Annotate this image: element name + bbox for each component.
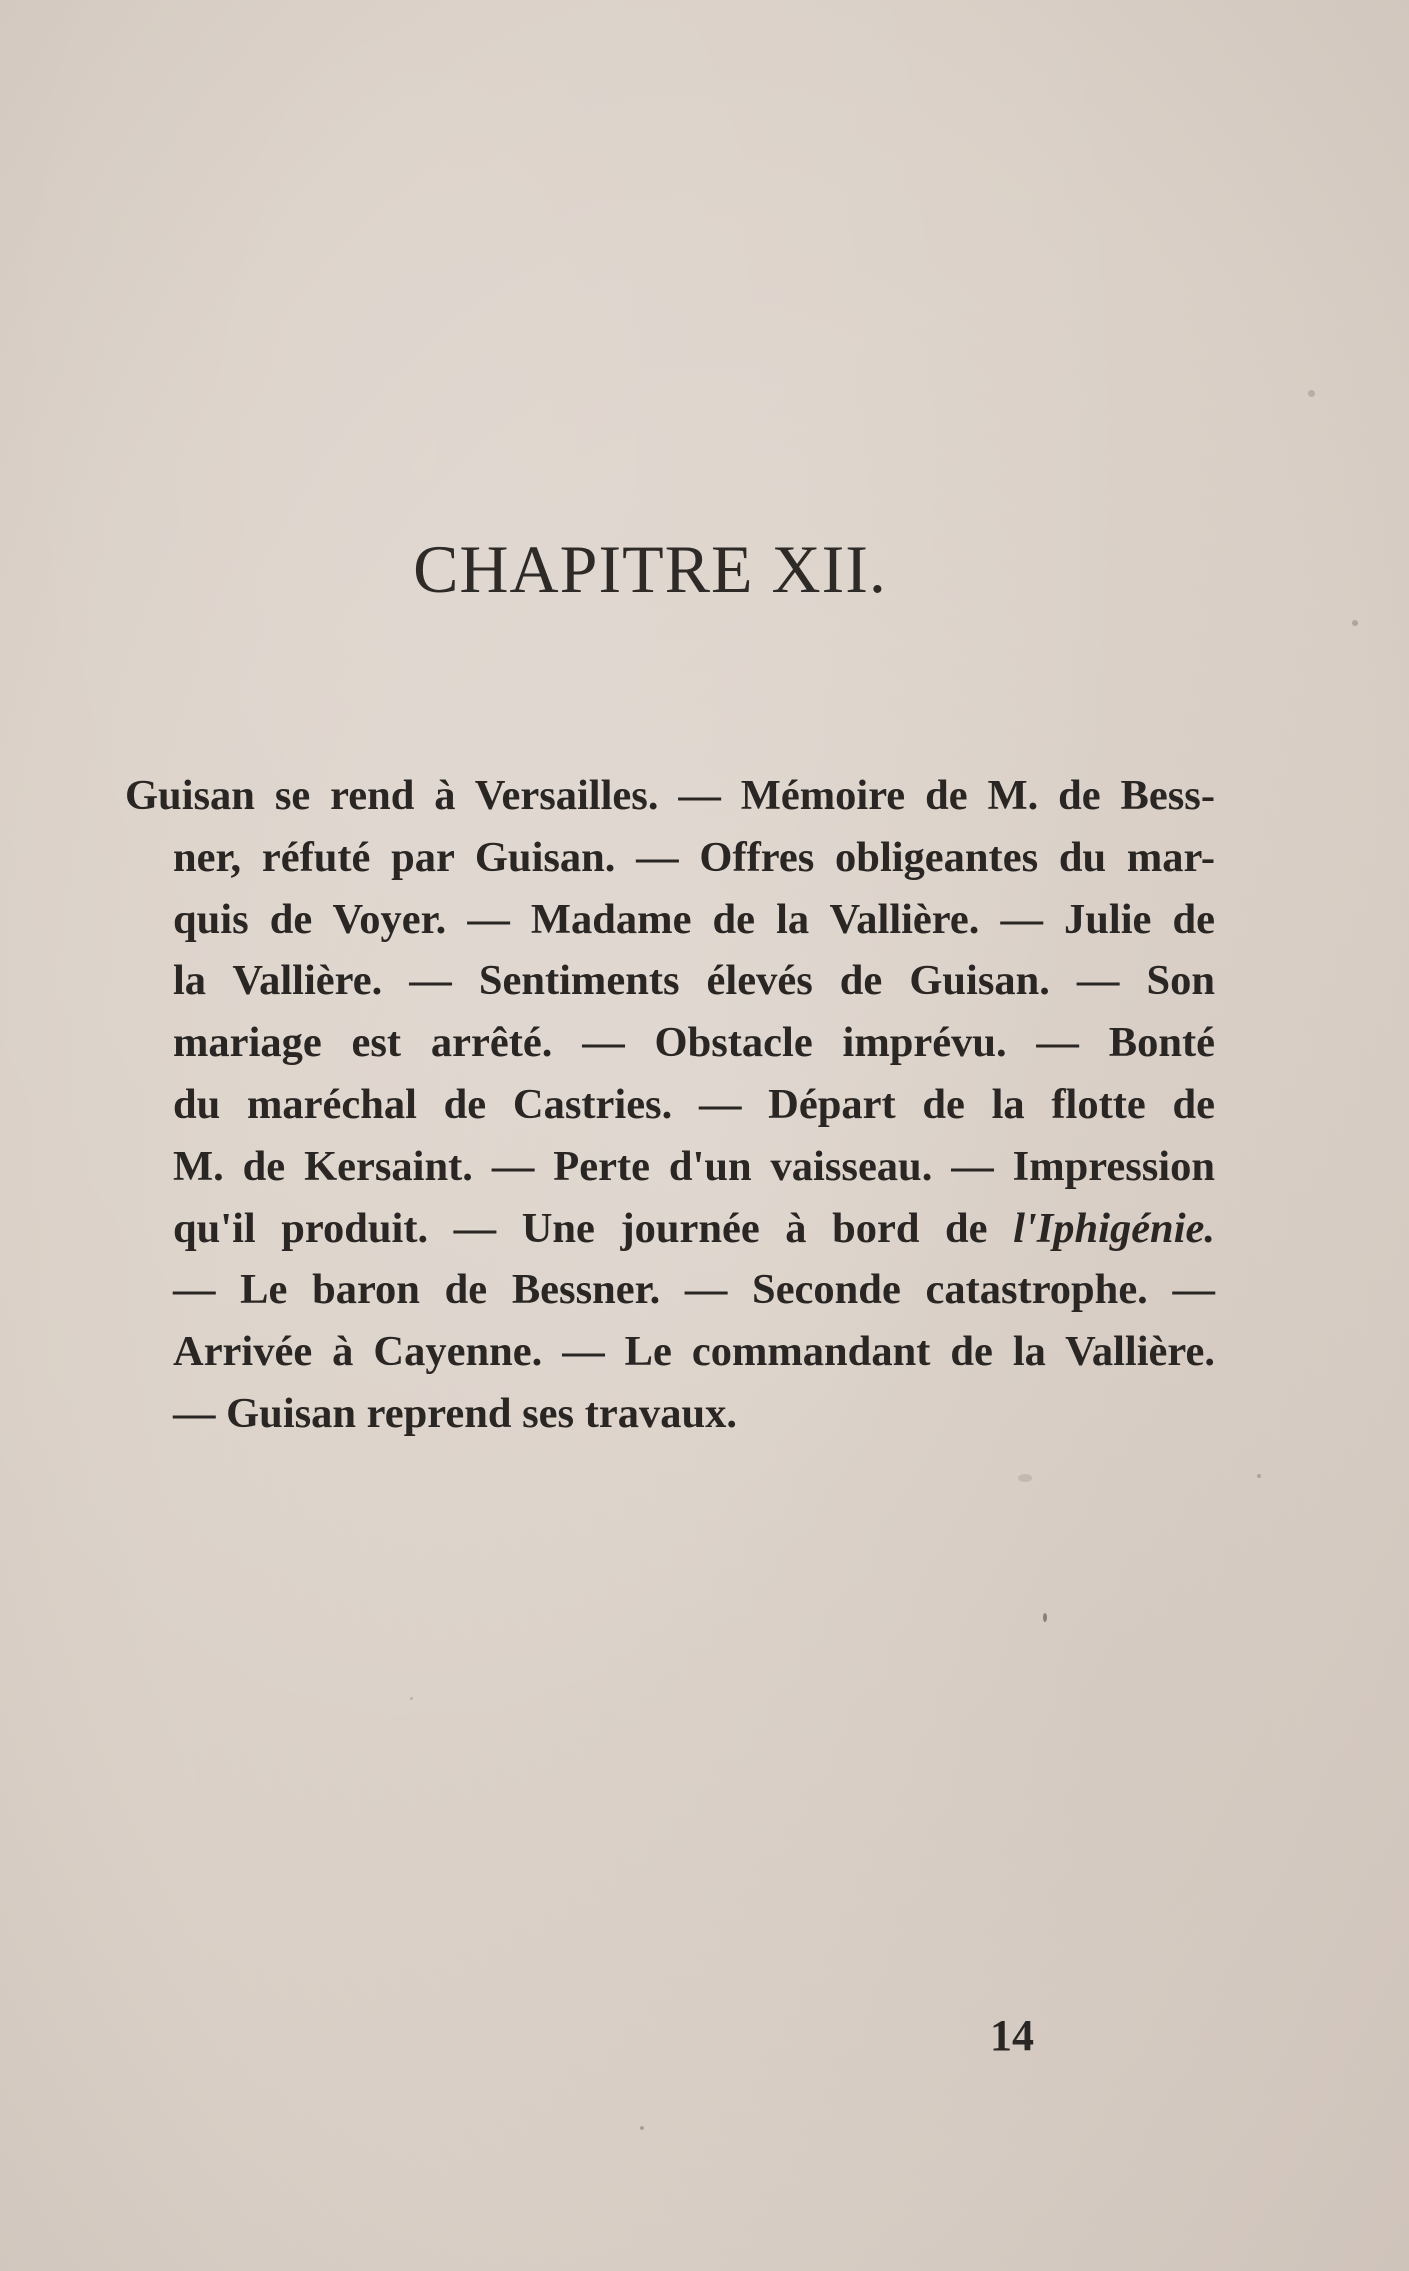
summary-line: Guisan se rend à Versailles. — Mémoire de M. de Bess- <box>125 772 1215 819</box>
paper-speck <box>1043 1613 1047 1622</box>
ship-name: l'Iphigénie. <box>1013 1204 1215 1252</box>
summary-line: quis de Voyer. — Madame de la Vallière. — Julie de <box>173 895 1215 943</box>
summary-line-with-italic <box>125 1198 1215 1260</box>
summary-line: — Le baron de Bessner. — Seconde catastrophe. — <box>173 1266 1215 1314</box>
summary-line: Arrivée à Cayenne. — Le commandant de la Vallière. <box>173 1328 1215 1376</box>
summary-line: — Guisan reprend ses travaux. <box>173 1389 737 1437</box>
summary-line: M. de Kersaint. — Perte d'un vaisseau. — Impression <box>173 1142 1215 1190</box>
paper-speck <box>640 2126 644 2130</box>
chapter-title: CHAPITRE XII. <box>413 531 887 607</box>
summary-line: la Vallière. — Sentiments élevés de Guisan. — Son <box>173 957 1215 1005</box>
summary-line: ner, réfuté par Guisan. — Offres obligeantes du mar- <box>173 833 1215 881</box>
paper-speck <box>1018 1474 1032 1482</box>
paper-speck <box>1308 390 1315 397</box>
summary-line: mariage est arrêté. — Obstacle imprévu. — Bonté <box>173 1019 1215 1067</box>
chapter-summary <box>125 765 1215 1445</box>
paper-speck <box>410 1697 413 1700</box>
page-number: 14 <box>990 2011 1034 2060</box>
paper-speck <box>1352 620 1358 626</box>
summary-line-text: qu'il produit. — Une journée à bord de <box>173 1204 1014 1252</box>
summary-line: du maréchal de Castries. — Départ de la flotte de <box>173 1080 1215 1128</box>
paper-speck <box>1257 1474 1261 1478</box>
